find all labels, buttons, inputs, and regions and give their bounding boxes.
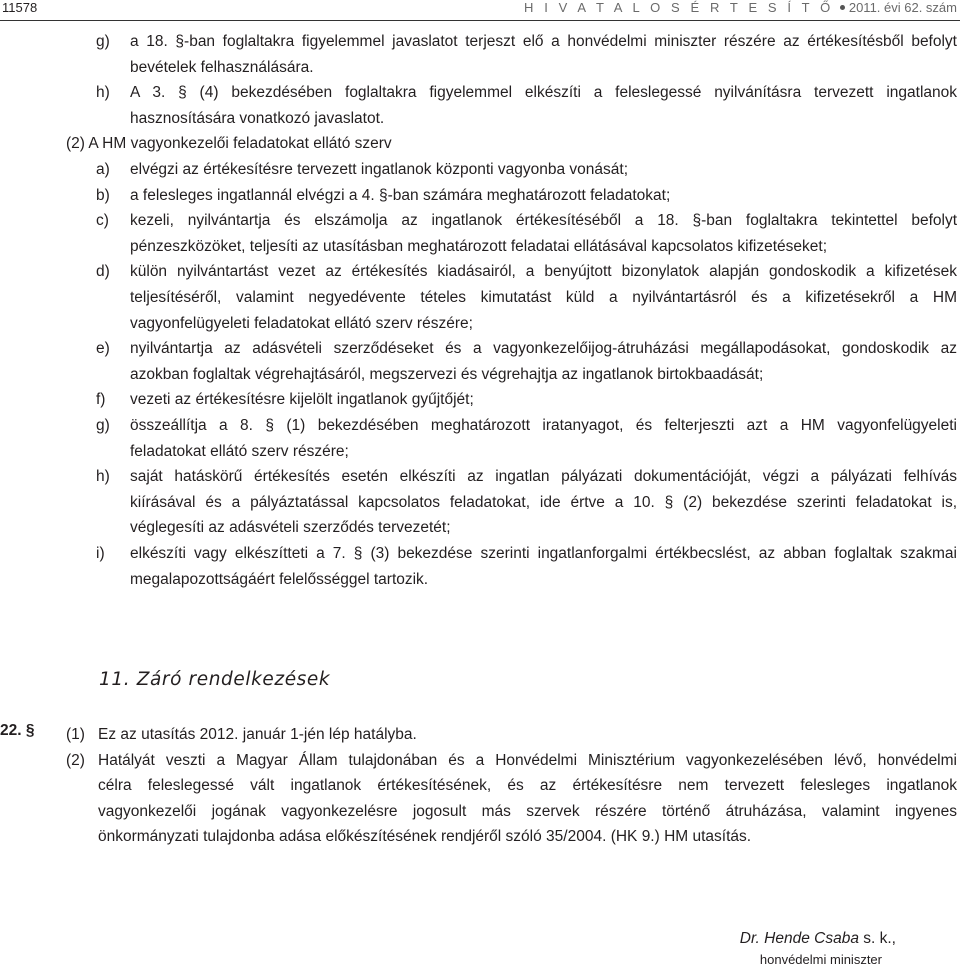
item-text-line: Hatályát veszti a Magyar Állam tulajdonában és a Honvédelmi Minisztérium vagyonkezelésében lévő, honvédelmi <box>98 751 957 769</box>
item-label: f) <box>96 391 106 409</box>
list-item <box>0 413 957 464</box>
item-text-line: célra feleslegessé vált ingatlanok értékesítésének, és az értékesítésre nem tervezett felesleges ingatlanok <box>98 777 957 795</box>
page-header <box>0 0 960 21</box>
item-text-line: a felesleges ingatlannál elvégzi a 4. §-ban számára meghatározott feladatokat; <box>130 186 671 204</box>
list-item <box>0 387 957 413</box>
list-item <box>0 748 957 850</box>
item-text-line: összeállítja a 8. § (1) bekezdésében meghatározott iratanyagot, és felterjeszti azt a HM vagyonfelügyeleti <box>130 417 957 434</box>
item-label: (1) <box>66 726 85 743</box>
list-item <box>0 541 957 592</box>
item-label: b) <box>96 186 110 204</box>
item-label: (2) <box>66 751 85 769</box>
header-rule <box>0 20 960 21</box>
item-text-line: külön nyilvántartást vezet az értékesítés kiadásairól, a benyújtott bizonylatok alapján gondoskodik a kifizetések <box>130 263 957 281</box>
list-item <box>0 259 957 336</box>
item-text-line: elkészíti vagy elkészítteti a 7. § (3) bekezdése szerinti ingatlanforgalmi értékbecslést, az abban foglaltak szakmai <box>130 545 957 562</box>
item-text-line: azokban foglaltak végrehajtásáról, megszervezi és végrehajtja az ingatlanok birtokbaadását; <box>130 365 764 383</box>
item-text-line: hasznosítására vonatkozó javaslatot. <box>130 109 385 127</box>
bullet-separator-icon <box>840 5 845 10</box>
item-label: a) <box>96 161 110 178</box>
list-item <box>0 722 957 748</box>
item-text-line: nyilvántartja az adásvételi szerződéseket és a vagyonkezelőijog-átruházási megállapodásokat, gondoskodik az <box>130 340 957 358</box>
list-item <box>0 157 957 183</box>
list-item <box>0 464 957 541</box>
item-text-line: teljesítéséről, valamint negyedévente tételes kimutatást küld a nyilvántartásról és a kifizetésekről a HM <box>130 288 957 306</box>
signer-name: Dr. Hende Csaba <box>739 930 859 947</box>
item-text-line: elvégzi az értékesítésre tervezett ingatlanok központi vagyonba vonását; <box>130 161 629 178</box>
signature-name <box>740 930 896 948</box>
item-text-line: megalapozottságáért felelősséggel tartozik. <box>130 570 429 588</box>
item-text-line: saját hatáskörű értékesítés esetén elkészíti az ingatlan pályázati dokumentációját, végzi a pályázati felhívás <box>130 468 957 486</box>
item-label: h) <box>96 84 110 102</box>
item-text-line: bevételek felhasználására. <box>130 58 314 76</box>
item-text-line: vagyonkezelői jogának vagyonkezelésre jogosult más szervek részére történő átruházása, valamint ingyenes <box>98 802 957 820</box>
item-label: c) <box>96 212 109 230</box>
item-label: g) <box>96 33 110 50</box>
list-item <box>0 336 957 387</box>
item-text-line: önkormányzati tulajdonba adása előkészítésének rendjéről szóló 35/2004. (HK 9.) HM utasítás. <box>98 828 752 846</box>
paragraph-number: 22. § <box>0 722 35 739</box>
publication-name: H I V A T A L O S É R T E S Í T Ő <box>524 0 834 15</box>
item-text-line: Ez az utasítás 2012. január 1-jén lép hatályba. <box>98 726 417 743</box>
item-text-line: vagyonfelügyeleti feladatokat ellátó szerv részére; <box>130 314 473 332</box>
signer-title: honvédelmi miniszter <box>759 952 882 967</box>
item-text-line: kiírásával és a pályáztatással kapcsolatos feladatokat, ide értve a 10. § (2) bekezdése szerinti feladatokat is, <box>130 493 957 511</box>
item-label: d) <box>96 263 110 281</box>
item-label: g) <box>96 417 110 434</box>
item-label: i) <box>96 545 105 562</box>
item-text-line: feladatokat ellátó szerv részére; <box>130 442 349 460</box>
paragraph-intro: (2) A HM vagyonkezelői feladatokat ellátó szerv <box>66 135 392 153</box>
item-text-line: a 18. §-ban foglaltakra figyelemmel javaslatot terjeszt elő a honvédelmi miniszter részére az értékesítésből befolyt <box>130 33 957 50</box>
item-text-line: A 3. § (4) bekezdésében foglaltakra figyelemmel elkészíti a feleslegessé nyilvánításra tervezett ingatlanok <box>130 84 957 102</box>
item-text-line: pénzeszközöket, teljesíti az utasításban meghatározott feladatai ellátásával kapcsolatos kifizetéseket; <box>130 237 828 255</box>
list-item <box>0 208 957 259</box>
running-header <box>524 0 957 16</box>
issue-label: 2011. évi 62. szám <box>848 0 957 15</box>
list-item <box>0 183 957 209</box>
section-title: 11. Záró rendelkezések <box>99 669 331 690</box>
item-label: h) <box>96 468 110 486</box>
page-number: 11578 <box>2 0 38 15</box>
signature-suffix: s. k., <box>863 930 896 947</box>
list-item <box>0 29 957 80</box>
item-text-line: kezeli, nyilvántartja és elszámolja az ingatlanok értékesítéséből a 18. §-ban foglaltakra tekintettel befolyt <box>130 212 957 230</box>
list-item <box>0 80 957 131</box>
item-label: e) <box>96 340 110 358</box>
item-text-line: véglegesíti az adásvételi szerződés tervezetét; <box>130 519 451 537</box>
item-text-line: vezeti az értékesítésre kijelölt ingatlanok gyűjtőjét; <box>130 391 474 409</box>
